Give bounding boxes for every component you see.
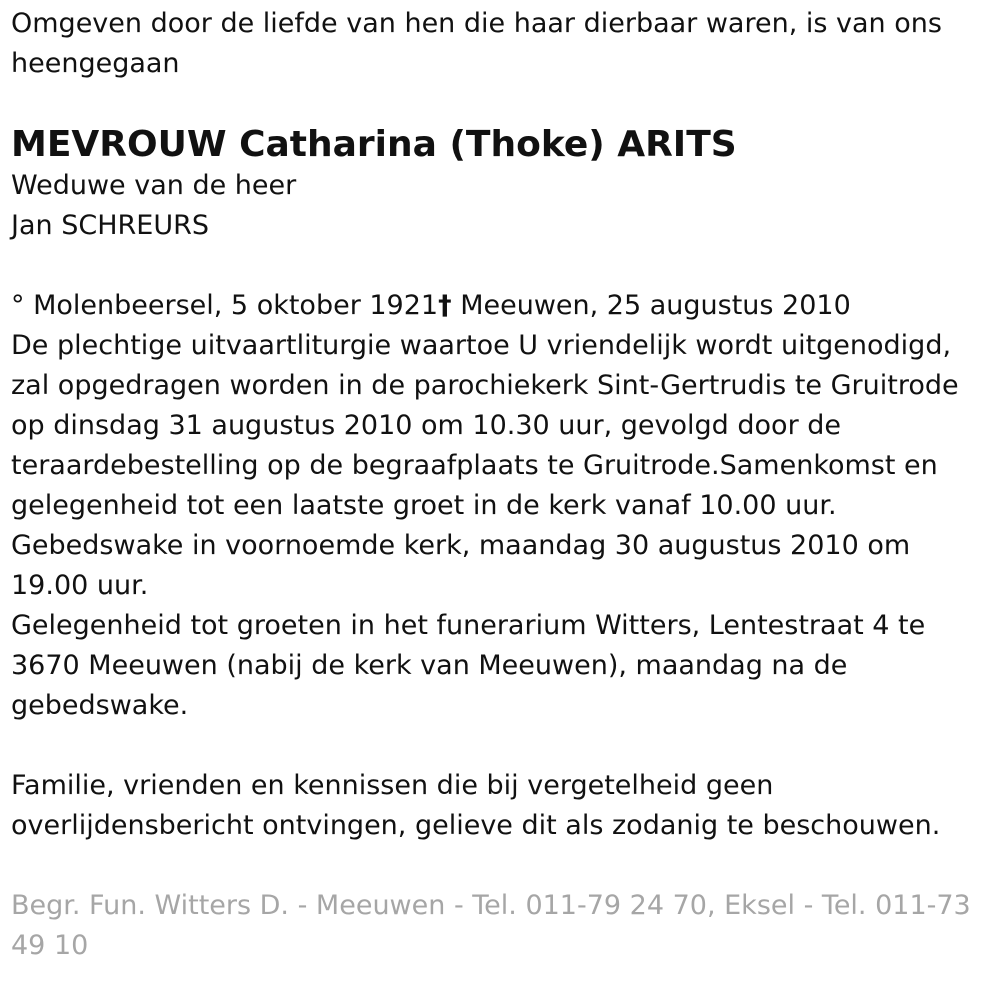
spouse-line xyxy=(11,166,990,246)
life-dates xyxy=(11,286,990,326)
spacer xyxy=(11,246,990,286)
death-info: Meeuwen, 25 augustus 2010 xyxy=(451,290,851,321)
vigil-paragraph: Gebedswake in voornoemde kerk, maandag 30 augustus 2010 om 19.00 uur. xyxy=(11,530,911,601)
deceased-name: MEVROUW Catharina (Thoke) ARITS xyxy=(11,124,737,165)
dagger-icon: † xyxy=(438,290,452,321)
spouse-title: Weduwe van de heer xyxy=(11,170,297,201)
closing-text: Familie, vrienden en kennissen die bij vergetelheid geen overlijdensbericht ontvingen, gelieve dit als zodanig te beschouwen. xyxy=(11,770,941,841)
spouse-name: Jan SCHREURS xyxy=(11,210,209,241)
funeral-home-footer: Begr. Fun. Witters D. - Meeuwen - Tel. 011-79 24 70, Eksel - Tel. 011-73 49 10 xyxy=(11,890,971,961)
spacer xyxy=(11,846,990,886)
spacer xyxy=(11,726,990,766)
visitation-paragraph: Gelegenheid tot groeten in het funerarium Witters, Lentestraat 4 te 3670 Meeuwen (nabij de kerk van Meeuwen), maandag na de gebedswake. xyxy=(11,610,926,721)
intro-text: Omgeven door de liefde van hen die haar dierbaar waren, is van ons heengegaan xyxy=(11,8,942,79)
funeral-paragraph: De plechtige uitvaartliturgie waartoe U vriendelijk wordt uitgenodigd, zal opgedragen worden in de parochiekerk Sint-Gertrudis te Gruitrode op dinsdag 31 augustus 2010 om 10.30 uur, gevolgd door de teraardebestelling op de begraafplaats te Gruitrode.Samenkomst en gelegenheid tot een laatste groet in de kerk vanaf 10.00 uur. xyxy=(11,330,959,521)
birth-info: ° Molenbeersel, 5 oktober 1921 xyxy=(11,290,439,321)
